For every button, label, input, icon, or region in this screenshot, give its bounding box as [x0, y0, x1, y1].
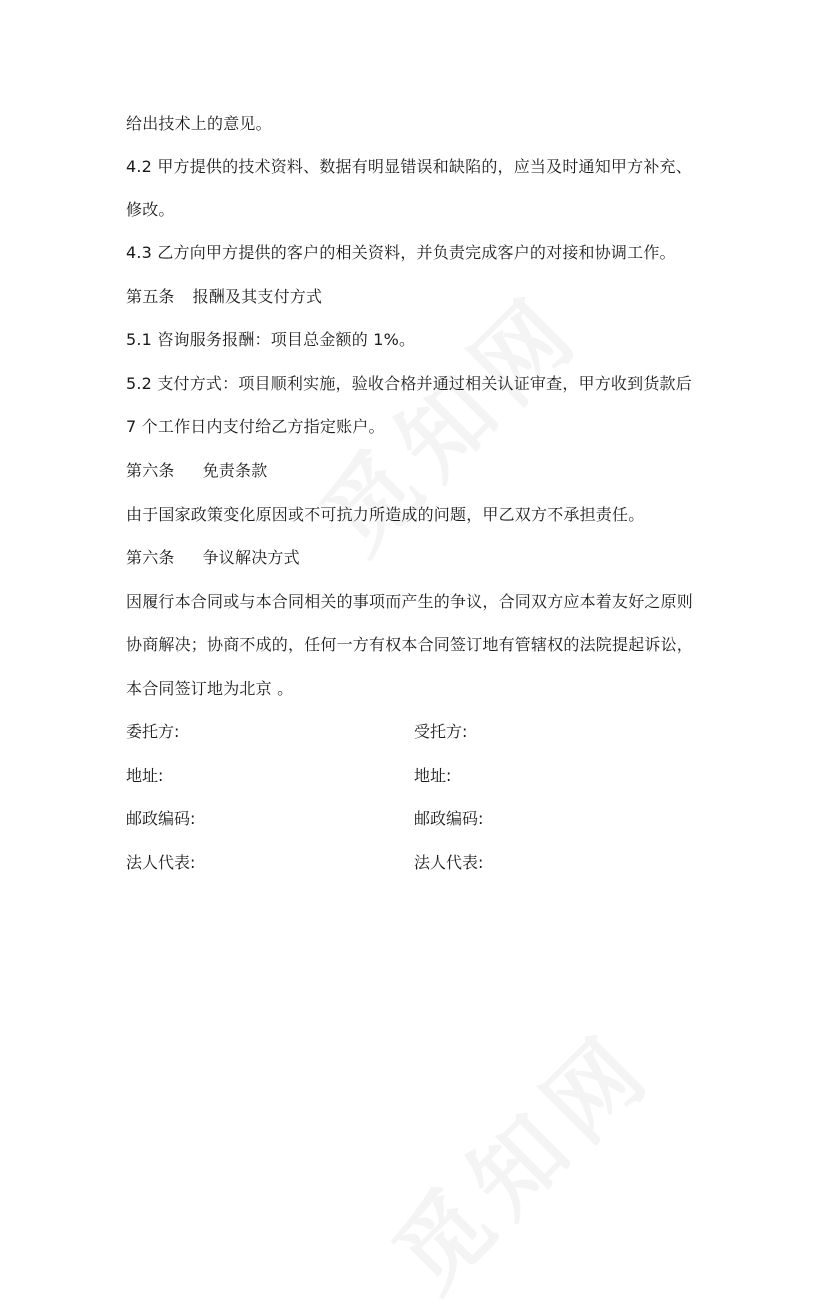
paragraph-line: 4.3 乙方向甲方提供的客户的相关资料，并负责完成客户的对接和协调工作。	[126, 243, 676, 262]
section-title: 报酬及其支付方式	[192, 287, 323, 306]
section-number: 第六条	[126, 461, 175, 480]
client-postcode-label: 邮政编码:	[126, 809, 196, 828]
paragraph-line: 本合同签订地为北京 。	[126, 679, 294, 698]
paragraph-line: 5.1 咨询服务报酬：项目总金额的 1%。	[126, 330, 416, 349]
paragraph-line: 4.2 甲方提供的技术资料、数据有明显错误和缺陷的，应当及时通知甲方补充、	[126, 157, 692, 176]
paragraph-line: 给出技术上的意见。	[126, 114, 272, 133]
section-number: 第六条	[126, 548, 175, 567]
contractor-address-label: 地址:	[414, 766, 452, 785]
contractor-rep-label: 法人代表:	[414, 853, 484, 872]
paragraph-line: 协商解决；协商不成的，任何一方有权本合同签订地有管辖权的法院提起诉讼，	[126, 635, 694, 654]
section-heading-6-dispute	[126, 548, 300, 568]
section-heading-6-liability	[126, 461, 267, 481]
contractor-label: 受托方:	[414, 722, 468, 741]
paragraph-line: 修改。	[126, 200, 175, 219]
paragraph-line: 7 个工作日内支付给乙方指定账户。	[126, 417, 385, 436]
paragraph-line: 因履行本合同或与本合同相关的事项而产生的争议，合同双方应本着友好之原则	[126, 592, 694, 611]
section-number: 第五条	[126, 287, 175, 306]
section-heading-5	[126, 287, 322, 307]
section-title: 免责条款	[202, 461, 268, 480]
client-label: 委托方:	[126, 722, 180, 741]
paragraph-line: 由于国家政策变化原因或不可抗力所造成的问题，甲乙双方不承担责任。	[126, 505, 645, 524]
paragraph-line: 5.2 支付方式：项目顺利实施，验收合格并通过相关认证审查，甲方收到货款后	[126, 374, 692, 393]
watermark	[360, 997, 678, 1315]
contractor-postcode-label: 邮政编码:	[414, 809, 484, 828]
client-rep-label: 法人代表:	[126, 853, 196, 872]
client-address-label: 地址:	[126, 766, 164, 785]
section-title: 争议解决方式	[202, 548, 300, 567]
